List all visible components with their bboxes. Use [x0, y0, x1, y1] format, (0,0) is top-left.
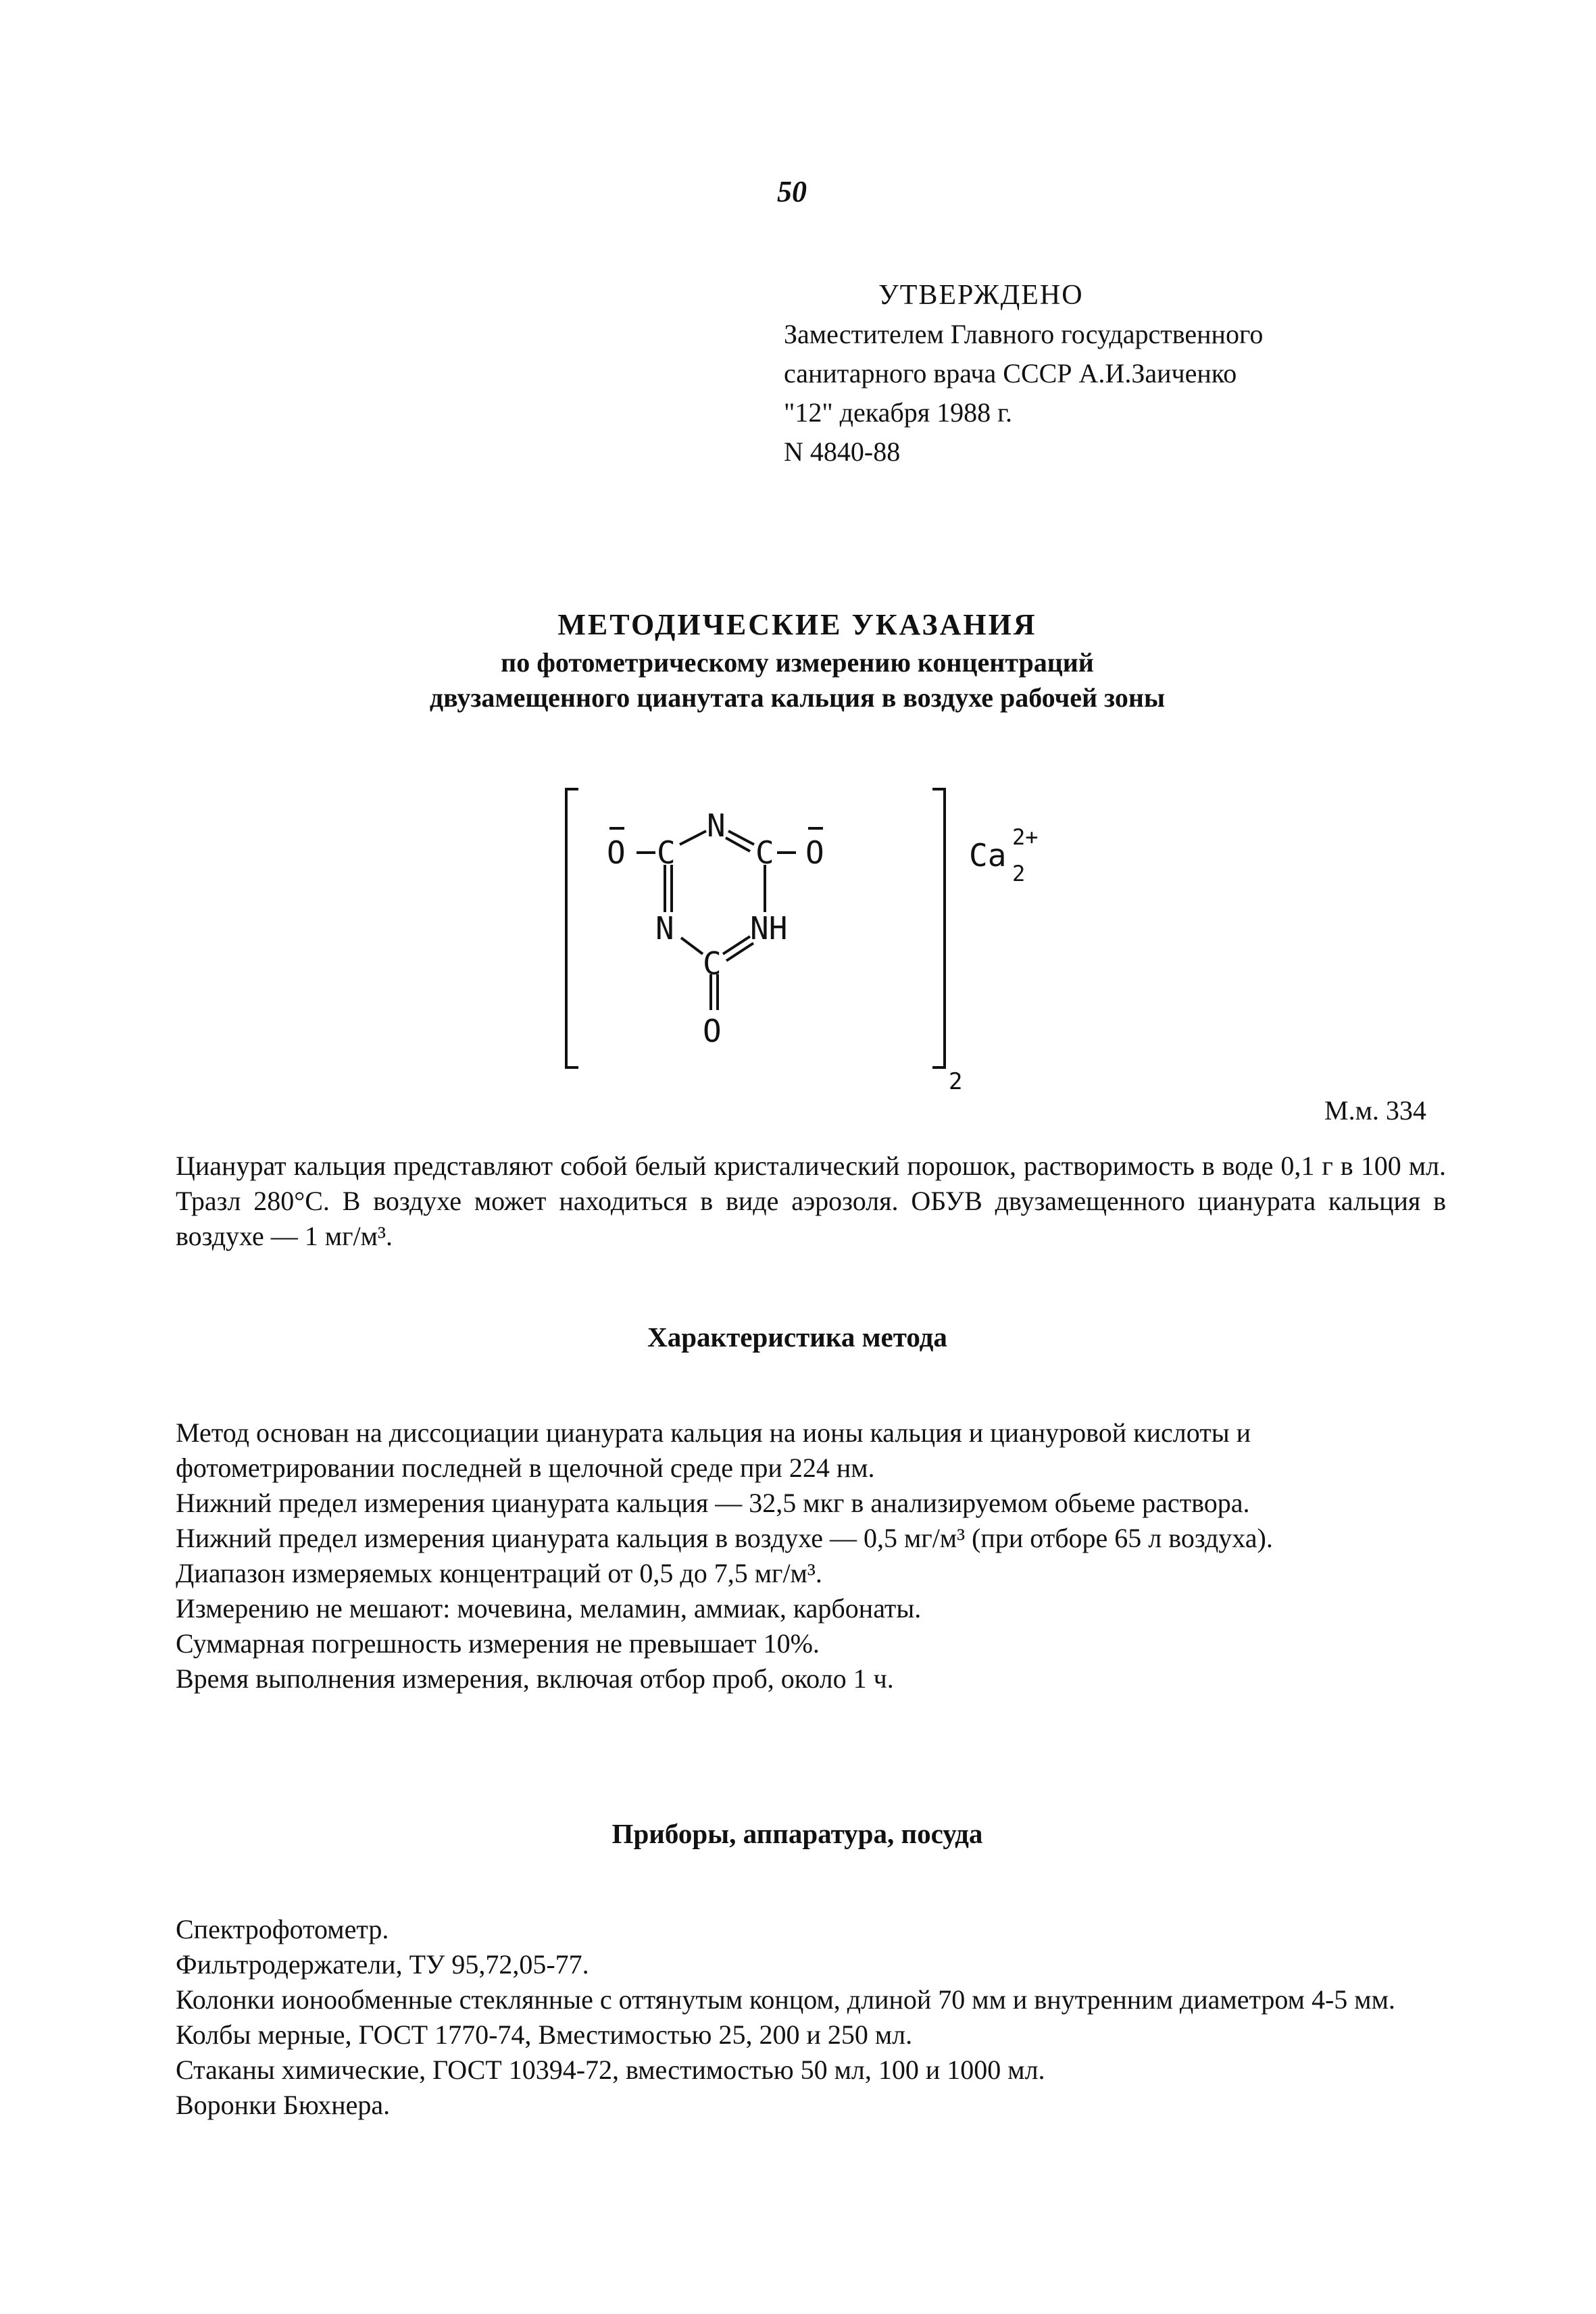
- title-sub-2: двузамещенного цианутата кальция в воздухе рабочей зоны: [429, 682, 1166, 713]
- method-item: Нижний предел измерения цианурата кальция — 32,5 мкг в анализируемом обьеме раствора.: [176, 1488, 1250, 1518]
- equipment-item: Стаканы химические, ГОСТ 10394-72, вместимостью 50 мл, 100 и 1000 мл.: [176, 2055, 1045, 2085]
- formula-o-bottom: O: [703, 1013, 722, 1049]
- method-item: Нижний предел измерения цианурата кальция в воздухе — 0,5 мг/м³ (при отборе 65 л воздуха).: [176, 1523, 1273, 1553]
- method-item: Диапазон измеряемых концентраций от 0,5 до 7,5 мг/м³.: [176, 1558, 822, 1588]
- approval-stamp: [784, 276, 1263, 472]
- method-heading: Характеристика метода: [647, 1322, 947, 1353]
- formula-counter-ion-sup: 2+: [1012, 824, 1039, 850]
- formula-bracket-subscript: 2: [949, 1068, 963, 1095]
- right-bracket: [932, 789, 945, 1067]
- formula-n-top: N: [707, 807, 726, 844]
- approval-line-2: санитарного врача СССР А.И.Заиченко: [784, 358, 1237, 388]
- intro-paragraph: [176, 1149, 1446, 1254]
- formula-o-right: O: [805, 834, 824, 871]
- title-sub-1: по фотометрическому измерению концентраций: [501, 647, 1094, 678]
- formula-c-right: C: [755, 834, 774, 871]
- formula-counter-ion: Ca: [969, 837, 1007, 874]
- formula-o-left: O: [607, 834, 626, 871]
- title-main: МЕТОДИЧЕСКИЕ УКАЗАНИЯ: [557, 608, 1037, 641]
- approval-line-4: N 4840-88: [784, 436, 901, 467]
- equipment-item: Колбы мерные, ГОСТ 1770-74, Вместимостью 25, 200 и 250 мл.: [176, 2019, 913, 2050]
- method-list: [135, 1415, 1446, 1696]
- formula-c-left: C: [657, 834, 676, 871]
- method-item: Измерению не мешают: мочевина, меламин, аммиак, карбонаты.: [176, 1593, 922, 1624]
- equipment-list: [135, 1912, 1446, 2123]
- equipment-item: Колонки ионообменные стеклянные с оттянутым концом, длиной 70 мм и внутренним диаметром 4-5 мм.: [176, 1984, 1395, 2015]
- formula-nh-right: NH: [750, 910, 788, 947]
- document-title: [203, 605, 1392, 715]
- left-bracket: [566, 789, 578, 1067]
- equipment-item: Фильтродержатели, ТУ 95,72,05-77.: [176, 1949, 589, 1980]
- formula-counter-ion-sub: 2: [1012, 861, 1026, 886]
- equipment-item: Воронки Бюхнера.: [176, 2090, 391, 2120]
- approval-line-1: Заместителем Главного государственного: [784, 319, 1264, 349]
- molar-mass: М.м. 334: [1324, 1095, 1426, 1126]
- formula-c-bottom: C: [703, 945, 722, 982]
- method-item: Суммарная погрешность измерения не превышает 10%.: [176, 1628, 820, 1659]
- intro-text: Цианурат кальция представляют собой белый кристалический порошок, растворимость в воде 0,1 г в 100 мл. Тразл 280°С. В воздухе может находиться в виде аэрозоля. ОБУВ двузамещенного цианурата кальция в воздухе — 1 мг/м³.: [176, 1151, 1446, 1251]
- equipment-item: Спектрофотометр.: [176, 1914, 389, 1944]
- method-item: Метод основан на диссоциации цианурата кальция на ионы кальция и циануровой кислоты и фотометрировании последней в щелочной среде при 224 нм.: [176, 1417, 1251, 1483]
- page-number: 50: [777, 175, 807, 208]
- approval-line-3: "12" декабря 1988 г.: [784, 397, 1012, 428]
- equipment-heading: Приборы, аппаратура, посуда: [612, 1818, 983, 1849]
- method-item: Время выполнения измерения, включая отбор проб, около 1 ч.: [176, 1663, 894, 1694]
- formula-n-left: N: [655, 910, 674, 947]
- structural-formula: [554, 777, 1108, 1101]
- approval-heading: УТВЕРЖДЕНО: [878, 280, 1084, 311]
